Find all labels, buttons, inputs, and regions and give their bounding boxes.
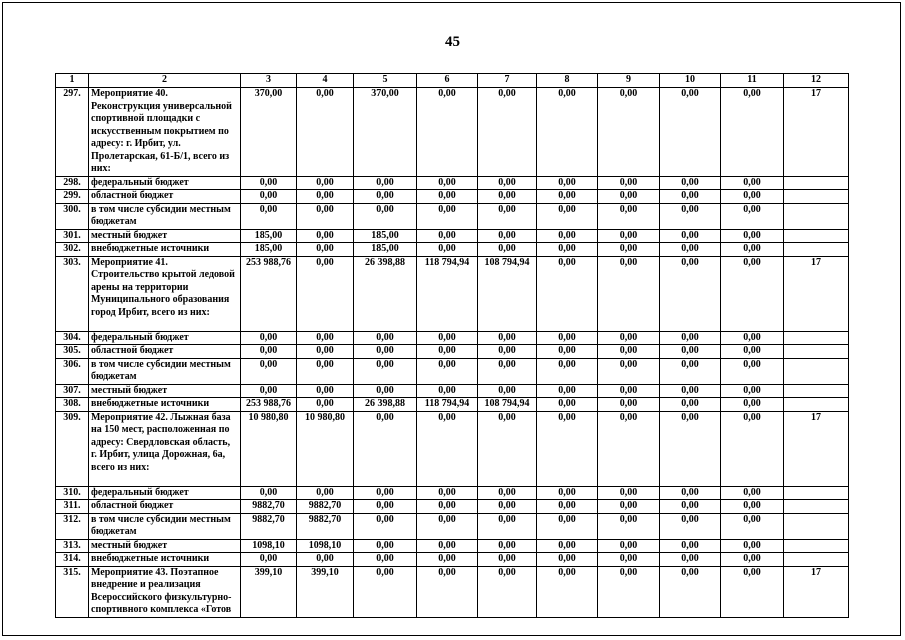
value-cell: 0,00 xyxy=(537,229,598,243)
value-cell: 0,00 xyxy=(297,256,354,331)
value-cell: 253 988,76 xyxy=(241,256,297,331)
row-description: федеральный бюджет xyxy=(89,176,241,190)
value-cell: 0,00 xyxy=(241,176,297,190)
value-cell: 26 398,88 xyxy=(354,398,417,412)
value-cell: 0,00 xyxy=(537,345,598,359)
value-cell: 0,00 xyxy=(537,398,598,412)
row-description: местный бюджет xyxy=(89,229,241,243)
value-cell: 0,00 xyxy=(417,411,478,486)
row-code xyxy=(784,513,849,539)
value-cell: 0,00 xyxy=(241,384,297,398)
row-code xyxy=(784,553,849,567)
value-cell: 0,00 xyxy=(598,539,660,553)
value-cell: 0,00 xyxy=(354,203,417,229)
table-body xyxy=(56,74,849,618)
table-row xyxy=(56,229,849,243)
row-number: 309. xyxy=(56,411,89,486)
value-cell: 0,00 xyxy=(598,331,660,345)
value-cell: 0,00 xyxy=(354,345,417,359)
value-cell: 185,00 xyxy=(241,243,297,257)
value-cell: 0,00 xyxy=(478,345,537,359)
value-cell: 0,00 xyxy=(660,190,721,204)
value-cell: 0,00 xyxy=(721,398,784,412)
value-cell: 0,00 xyxy=(598,384,660,398)
value-cell: 0,00 xyxy=(241,345,297,359)
row-code xyxy=(784,176,849,190)
value-cell: 0,00 xyxy=(537,486,598,500)
value-cell: 0,00 xyxy=(721,358,784,384)
value-cell: 399,10 xyxy=(241,566,297,617)
row-number: 300. xyxy=(56,203,89,229)
table-row xyxy=(56,539,849,553)
row-description: федеральный бюджет xyxy=(89,331,241,345)
value-cell: 0,00 xyxy=(598,553,660,567)
value-cell: 0,00 xyxy=(241,203,297,229)
value-cell: 0,00 xyxy=(598,345,660,359)
value-cell: 26 398,88 xyxy=(354,256,417,331)
value-cell: 0,00 xyxy=(721,566,784,617)
value-cell: 0,00 xyxy=(598,398,660,412)
row-description: в том числе субсидии местным бюджетам xyxy=(89,513,241,539)
row-number: 306. xyxy=(56,358,89,384)
value-cell: 0,00 xyxy=(354,358,417,384)
value-cell: 0,00 xyxy=(660,358,721,384)
value-cell: 0,00 xyxy=(478,229,537,243)
value-cell: 0,00 xyxy=(241,331,297,345)
value-cell: 0,00 xyxy=(478,566,537,617)
value-cell: 0,00 xyxy=(354,176,417,190)
value-cell: 0,00 xyxy=(241,553,297,567)
value-cell: 0,00 xyxy=(660,256,721,331)
row-description: федеральный бюджет xyxy=(89,486,241,500)
row-description: местный бюджет xyxy=(89,539,241,553)
value-cell: 0,00 xyxy=(721,243,784,257)
value-cell: 0,00 xyxy=(417,331,478,345)
value-cell: 0,00 xyxy=(721,88,784,177)
row-description: Мероприятие 41. Строительство крытой ледовой арены на территории Муниципального образования город Ирбит, всего из них: xyxy=(89,256,241,331)
value-cell: 108 794,94 xyxy=(478,256,537,331)
value-cell: 10 980,80 xyxy=(241,411,297,486)
header-cell: 6 xyxy=(417,74,478,88)
value-cell: 370,00 xyxy=(241,88,297,177)
value-cell: 0,00 xyxy=(660,513,721,539)
table-row xyxy=(56,500,849,514)
row-description: областной бюджет xyxy=(89,345,241,359)
row-description: областной бюджет xyxy=(89,500,241,514)
value-cell: 0,00 xyxy=(417,176,478,190)
value-cell: 0,00 xyxy=(417,229,478,243)
value-cell: 0,00 xyxy=(660,384,721,398)
value-cell: 0,00 xyxy=(297,331,354,345)
row-description: в том числе субсидии местным бюджетам xyxy=(89,203,241,229)
row-number: 311. xyxy=(56,500,89,514)
value-cell: 9882,70 xyxy=(297,513,354,539)
value-cell: 0,00 xyxy=(537,411,598,486)
value-cell: 0,00 xyxy=(598,566,660,617)
header-cell: 4 xyxy=(297,74,354,88)
value-cell: 0,00 xyxy=(478,539,537,553)
value-cell: 0,00 xyxy=(297,358,354,384)
row-description: внебюджетные источники xyxy=(89,398,241,412)
value-cell: 0,00 xyxy=(721,190,784,204)
value-cell: 0,00 xyxy=(241,190,297,204)
table-row xyxy=(56,358,849,384)
value-cell: 0,00 xyxy=(598,513,660,539)
value-cell: 0,00 xyxy=(660,500,721,514)
value-cell: 0,00 xyxy=(537,566,598,617)
value-cell: 0,00 xyxy=(598,500,660,514)
value-cell: 0,00 xyxy=(537,384,598,398)
value-cell: 0,00 xyxy=(417,500,478,514)
table-row xyxy=(56,203,849,229)
value-cell: 0,00 xyxy=(537,190,598,204)
value-cell: 0,00 xyxy=(537,203,598,229)
header-cell: 7 xyxy=(478,74,537,88)
value-cell: 0,00 xyxy=(598,229,660,243)
table-row xyxy=(56,88,849,177)
table-row xyxy=(56,411,849,486)
row-code xyxy=(784,203,849,229)
table-row xyxy=(56,566,849,617)
value-cell: 0,00 xyxy=(417,243,478,257)
header-cell: 12 xyxy=(784,74,849,88)
value-cell: 0,00 xyxy=(478,190,537,204)
value-cell: 0,00 xyxy=(354,553,417,567)
value-cell: 0,00 xyxy=(478,553,537,567)
value-cell: 0,00 xyxy=(598,358,660,384)
row-description: внебюджетные источники xyxy=(89,243,241,257)
value-cell: 0,00 xyxy=(478,486,537,500)
value-cell: 0,00 xyxy=(354,331,417,345)
row-code xyxy=(784,229,849,243)
value-cell: 0,00 xyxy=(537,331,598,345)
value-cell: 0,00 xyxy=(354,513,417,539)
value-cell: 0,00 xyxy=(297,229,354,243)
value-cell: 0,00 xyxy=(537,176,598,190)
row-number: 312. xyxy=(56,513,89,539)
value-cell: 0,00 xyxy=(660,88,721,177)
table-row xyxy=(56,176,849,190)
value-cell: 0,00 xyxy=(417,384,478,398)
table-row xyxy=(56,331,849,345)
row-number: 307. xyxy=(56,384,89,398)
value-cell: 0,00 xyxy=(537,256,598,331)
header-cell: 10 xyxy=(660,74,721,88)
value-cell: 0,00 xyxy=(417,553,478,567)
value-cell: 1098,10 xyxy=(241,539,297,553)
value-cell: 0,00 xyxy=(537,358,598,384)
value-cell: 0,00 xyxy=(354,384,417,398)
value-cell: 0,00 xyxy=(297,384,354,398)
value-cell: 0,00 xyxy=(660,539,721,553)
row-code: 17 xyxy=(784,566,849,617)
header-cell: 5 xyxy=(354,74,417,88)
value-cell: 9882,70 xyxy=(297,500,354,514)
value-cell: 0,00 xyxy=(721,500,784,514)
value-cell: 0,00 xyxy=(354,500,417,514)
row-code xyxy=(784,190,849,204)
value-cell: 0,00 xyxy=(297,176,354,190)
value-cell: 0,00 xyxy=(537,88,598,177)
value-cell: 0,00 xyxy=(537,500,598,514)
value-cell: 0,00 xyxy=(417,345,478,359)
value-cell: 0,00 xyxy=(297,345,354,359)
value-cell: 0,00 xyxy=(354,486,417,500)
value-cell: 0,00 xyxy=(537,539,598,553)
value-cell: 9882,70 xyxy=(241,513,297,539)
row-code xyxy=(784,398,849,412)
table-row xyxy=(56,398,849,412)
value-cell: 0,00 xyxy=(478,411,537,486)
table-row xyxy=(56,345,849,359)
value-cell: 0,00 xyxy=(297,203,354,229)
value-cell: 0,00 xyxy=(598,243,660,257)
row-number: 298. xyxy=(56,176,89,190)
row-code xyxy=(784,331,849,345)
row-number: 299. xyxy=(56,190,89,204)
value-cell: 0,00 xyxy=(660,229,721,243)
value-cell: 0,00 xyxy=(297,190,354,204)
value-cell: 0,00 xyxy=(241,486,297,500)
value-cell: 0,00 xyxy=(478,243,537,257)
header-cell: 3 xyxy=(241,74,297,88)
value-cell: 0,00 xyxy=(297,398,354,412)
table-row xyxy=(56,243,849,257)
row-number: 297. xyxy=(56,88,89,177)
value-cell: 0,00 xyxy=(417,358,478,384)
value-cell: 0,00 xyxy=(354,190,417,204)
table-row xyxy=(56,190,849,204)
value-cell: 0,00 xyxy=(354,411,417,486)
row-description: в том числе субсидии местным бюджетам xyxy=(89,358,241,384)
value-cell: 0,00 xyxy=(660,203,721,229)
row-number: 308. xyxy=(56,398,89,412)
value-cell: 0,00 xyxy=(598,203,660,229)
value-cell: 0,00 xyxy=(660,411,721,486)
value-cell: 0,00 xyxy=(660,345,721,359)
row-code: 17 xyxy=(784,88,849,177)
row-code xyxy=(784,243,849,257)
value-cell: 0,00 xyxy=(598,411,660,486)
value-cell: 0,00 xyxy=(478,331,537,345)
row-code xyxy=(784,539,849,553)
value-cell: 0,00 xyxy=(721,229,784,243)
row-description: Мероприятие 42. Лыжная база на 150 мест, расположенная по адресу: Свердловская область, г. Ирбит, улица Дорожная, 6а, всего из них: xyxy=(89,411,241,486)
value-cell: 0,00 xyxy=(660,553,721,567)
value-cell: 0,00 xyxy=(478,513,537,539)
header-cell: 1 xyxy=(56,74,89,88)
header-cell: 8 xyxy=(537,74,598,88)
table-row xyxy=(56,486,849,500)
value-cell: 9882,70 xyxy=(241,500,297,514)
row-number: 313. xyxy=(56,539,89,553)
value-cell: 185,00 xyxy=(354,243,417,257)
value-cell: 108 794,94 xyxy=(478,398,537,412)
value-cell: 0,00 xyxy=(598,256,660,331)
row-code xyxy=(784,358,849,384)
row-number: 302. xyxy=(56,243,89,257)
value-cell: 0,00 xyxy=(297,88,354,177)
value-cell: 0,00 xyxy=(297,243,354,257)
value-cell: 0,00 xyxy=(417,539,478,553)
row-code xyxy=(784,384,849,398)
value-cell: 0,00 xyxy=(417,203,478,229)
table-row xyxy=(56,256,849,331)
row-description: местный бюджет xyxy=(89,384,241,398)
row-number: 310. xyxy=(56,486,89,500)
value-cell: 0,00 xyxy=(241,358,297,384)
value-cell: 0,00 xyxy=(660,486,721,500)
row-description: Мероприятие 40. Реконструкция универсальной спортивной площадки с искусственным покрытием по адресу: г. Ирбит, ул. Пролетарская, 61-Б/1, всего из них: xyxy=(89,88,241,177)
row-code xyxy=(784,345,849,359)
value-cell: 253 988,76 xyxy=(241,398,297,412)
value-cell: 0,00 xyxy=(537,243,598,257)
value-cell: 0,00 xyxy=(297,553,354,567)
value-cell: 0,00 xyxy=(478,500,537,514)
value-cell: 0,00 xyxy=(417,513,478,539)
row-code xyxy=(784,500,849,514)
row-number: 301. xyxy=(56,229,89,243)
header-cell: 2 xyxy=(89,74,241,88)
value-cell: 0,00 xyxy=(660,176,721,190)
value-cell: 0,00 xyxy=(721,176,784,190)
value-cell: 0,00 xyxy=(598,486,660,500)
value-cell: 118 794,94 xyxy=(417,398,478,412)
value-cell: 0,00 xyxy=(721,384,784,398)
value-cell: 0,00 xyxy=(660,331,721,345)
table-row xyxy=(56,384,849,398)
row-number: 314. xyxy=(56,553,89,567)
row-code xyxy=(784,486,849,500)
budget-table xyxy=(55,73,849,618)
value-cell: 0,00 xyxy=(598,176,660,190)
row-number: 303. xyxy=(56,256,89,331)
value-cell: 0,00 xyxy=(721,345,784,359)
row-number: 304. xyxy=(56,331,89,345)
value-cell: 0,00 xyxy=(537,553,598,567)
value-cell: 118 794,94 xyxy=(417,256,478,331)
row-description: внебюджетные источники xyxy=(89,553,241,567)
table-row xyxy=(56,513,849,539)
value-cell: 0,00 xyxy=(478,384,537,398)
value-cell: 0,00 xyxy=(354,566,417,617)
value-cell: 0,00 xyxy=(478,176,537,190)
value-cell: 0,00 xyxy=(297,486,354,500)
value-cell: 0,00 xyxy=(721,411,784,486)
value-cell: 0,00 xyxy=(417,88,478,177)
value-cell: 0,00 xyxy=(660,243,721,257)
value-cell: 10 980,80 xyxy=(297,411,354,486)
value-cell: 0,00 xyxy=(721,203,784,229)
row-code: 17 xyxy=(784,256,849,331)
value-cell: 0,00 xyxy=(721,256,784,331)
value-cell: 0,00 xyxy=(417,486,478,500)
value-cell: 0,00 xyxy=(417,566,478,617)
value-cell: 0,00 xyxy=(721,331,784,345)
value-cell: 0,00 xyxy=(721,553,784,567)
value-cell: 185,00 xyxy=(241,229,297,243)
row-description: областной бюджет xyxy=(89,190,241,204)
value-cell: 1098,10 xyxy=(297,539,354,553)
header-cell: 11 xyxy=(721,74,784,88)
row-code: 17 xyxy=(784,411,849,486)
value-cell: 0,00 xyxy=(417,190,478,204)
value-cell: 0,00 xyxy=(478,358,537,384)
header-cell: 9 xyxy=(598,74,660,88)
value-cell: 0,00 xyxy=(478,203,537,229)
row-number: 315. xyxy=(56,566,89,617)
value-cell: 0,00 xyxy=(354,539,417,553)
value-cell: 0,00 xyxy=(721,539,784,553)
value-cell: 0,00 xyxy=(660,566,721,617)
value-cell: 185,00 xyxy=(354,229,417,243)
value-cell: 0,00 xyxy=(537,513,598,539)
row-description: Мероприятие 43. Поэтапное внедрение и реализация Всероссийского физкультурно-спортивного комплекса «Готов xyxy=(89,566,241,617)
page-number: 45 xyxy=(445,34,460,50)
value-cell: 0,00 xyxy=(598,88,660,177)
value-cell: 399,10 xyxy=(297,566,354,617)
value-cell: 0,00 xyxy=(721,513,784,539)
header-row xyxy=(56,74,849,88)
value-cell: 370,00 xyxy=(354,88,417,177)
row-number: 305. xyxy=(56,345,89,359)
value-cell: 0,00 xyxy=(598,190,660,204)
value-cell: 0,00 xyxy=(478,88,537,177)
value-cell: 0,00 xyxy=(721,486,784,500)
table-row xyxy=(56,553,849,567)
value-cell: 0,00 xyxy=(660,398,721,412)
